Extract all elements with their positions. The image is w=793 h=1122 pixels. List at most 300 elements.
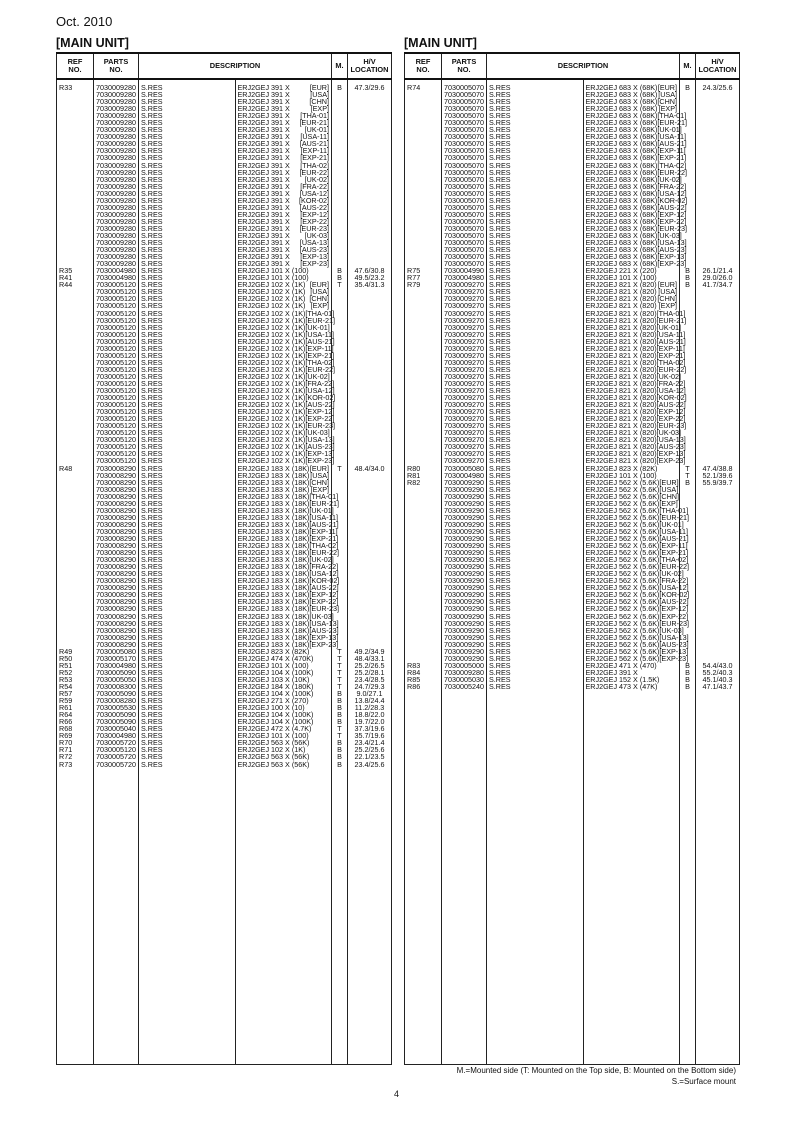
- part-type: S.RES: [139, 408, 236, 415]
- part-type: S.RES: [139, 225, 236, 232]
- ref-no: [57, 218, 94, 225]
- ref-no: [57, 598, 94, 605]
- part-type: S.RES: [139, 598, 236, 605]
- version-code: [USA-12]: [309, 569, 339, 579]
- hv-location: 23.4/28.5: [348, 676, 392, 683]
- part-type: S.RES: [139, 197, 236, 204]
- ref-no: [57, 317, 94, 324]
- ref-no: [405, 126, 442, 133]
- part-number: 7030009290: [442, 648, 487, 655]
- description-text: ERJ2GEJ 391 X: [237, 209, 290, 219]
- part-number: 7030005080: [94, 648, 139, 655]
- part-type: S.RES: [139, 662, 236, 669]
- part-number: 7030005120: [94, 422, 139, 429]
- part-type: S.RES: [487, 436, 584, 443]
- hv-location: 24.7/29.3: [348, 683, 392, 690]
- part-type: S.RES: [139, 239, 236, 246]
- part-type: S.RES: [139, 232, 236, 239]
- ref-no: [405, 380, 442, 387]
- part-type: S.RES: [487, 493, 584, 500]
- description-text: ERJ2GEJ 562 X (5.6K): [585, 484, 660, 494]
- part-type: S.RES: [487, 584, 584, 591]
- version-code: [EUR-23]: [299, 223, 329, 233]
- version-code: [EUR-22]: [305, 364, 335, 374]
- version-code: [USA-13]: [657, 238, 687, 248]
- ref-no: [405, 535, 442, 542]
- ref-no: R84: [405, 669, 442, 676]
- part-type: S.RES: [139, 338, 236, 345]
- hv-location: [348, 126, 392, 133]
- mounted-side: [332, 197, 348, 204]
- version-code: [UK-01]: [656, 322, 681, 332]
- version-code: [USA-13]: [305, 435, 335, 445]
- part-type: S.RES: [139, 613, 236, 620]
- mounted-side: [332, 218, 348, 225]
- version-code: [EXP-21]: [659, 548, 689, 558]
- mounted-side: B: [680, 267, 696, 274]
- part-type: S.RES: [139, 260, 236, 267]
- part-type: S.RES: [139, 711, 236, 718]
- part-type: S.RES: [487, 352, 584, 359]
- ref-no: [405, 408, 442, 415]
- part-number: 7030009270: [442, 373, 487, 380]
- description-text: ERJ2GEJ 821 X (820): [585, 456, 657, 466]
- description-text: ERJ2GEJ 391 X: [237, 252, 290, 262]
- ref-no: R48: [57, 465, 94, 472]
- version-code: [EXP-12]: [659, 604, 689, 614]
- filler-cell: [348, 768, 392, 1065]
- description-text: ERJ2GEJ 683 X (68K): [585, 111, 658, 121]
- hv-location: [696, 352, 740, 359]
- part-type: S.RES: [139, 394, 236, 401]
- part-type: S.RES: [487, 500, 584, 507]
- mounted-side: [332, 162, 348, 169]
- ref-no: R35: [57, 267, 94, 274]
- hv-location: [348, 429, 392, 436]
- version-code: [EXP-13]: [657, 252, 687, 262]
- version-code: [UK-01]: [657, 125, 682, 135]
- part-number: 7030009270: [442, 436, 487, 443]
- hv-location: [348, 415, 392, 422]
- part-number: 7030008290: [94, 521, 139, 528]
- hv-location: [348, 190, 392, 197]
- description-text: ERJ2GEJ 183 X (18K): [237, 484, 310, 494]
- hv-location: 35.4/31.3: [348, 281, 392, 288]
- part-type: S.RES: [487, 655, 584, 662]
- version-code: [CHN]: [657, 97, 677, 107]
- version-code: [USA]: [310, 470, 329, 480]
- ref-no: [405, 613, 442, 620]
- version-code: [THA-02]: [309, 541, 339, 551]
- part-type: S.RES: [487, 232, 584, 239]
- description-text: ERJ2GEJ 391 X: [237, 125, 290, 135]
- hv-location: [696, 521, 740, 528]
- hv-location: 52.1/39.6: [696, 472, 740, 479]
- part-number: 7030008290: [94, 584, 139, 591]
- version-code: [KOR-02]: [309, 576, 340, 586]
- part-number: 7030005030: [442, 676, 487, 683]
- part-type: S.RES: [139, 162, 236, 169]
- part-type: S.RES: [487, 429, 584, 436]
- part-number: 7030008290: [94, 507, 139, 514]
- ref-no: [405, 345, 442, 352]
- part-number: 7030005120: [94, 345, 139, 352]
- part-number: 7030005120: [94, 331, 139, 338]
- version-code: [AUS-23]: [657, 245, 687, 255]
- part-type: S.RES: [139, 274, 236, 281]
- hv-location: 47.3/29.6: [348, 80, 392, 91]
- version-code: [UK-03]: [305, 428, 330, 438]
- ref-no: [405, 232, 442, 239]
- part-number: 7030005070: [442, 211, 487, 218]
- version-code: [USA]: [310, 287, 329, 297]
- part-number: 7030009290: [442, 570, 487, 577]
- version-code: [AUS-21]: [657, 139, 687, 149]
- version-code: [EXP]: [659, 498, 678, 508]
- part-number: 7030009290: [442, 620, 487, 627]
- version-code: [EUR-22]: [309, 548, 339, 558]
- version-code: [UK-02]: [305, 371, 330, 381]
- description-text: ERJ2GEJ 562 X (5.6K): [585, 534, 660, 543]
- description-text: ERJ2GEJ 102 X (1K): [237, 428, 306, 438]
- mounted-side: [332, 147, 348, 154]
- part-type: S.RES: [487, 598, 584, 605]
- hv-location: [348, 613, 392, 620]
- part-number: 7030005120: [94, 450, 139, 457]
- mounted-side: T: [680, 465, 696, 472]
- part-type: S.RES: [139, 563, 236, 570]
- part-type: S.RES: [139, 690, 236, 697]
- ref-no: [405, 302, 442, 309]
- part-number: 7030005120: [94, 324, 139, 331]
- hv-location: [348, 627, 392, 634]
- ref-no: [57, 288, 94, 295]
- description-text: ERJ2GEJ 391 X: [237, 167, 290, 177]
- version-code: [EXP-12]: [656, 407, 686, 417]
- part-type: S.RES: [139, 218, 236, 225]
- part-type: S.RES: [487, 190, 584, 197]
- ref-no: [57, 436, 94, 443]
- part-type: S.RES: [487, 119, 584, 126]
- part-number: 7030009290: [442, 507, 487, 514]
- ref-no: [57, 133, 94, 140]
- description-text: ERJ2GEJ 102 X (1K): [237, 280, 306, 290]
- ref-no: R79: [405, 281, 442, 288]
- hv-location: [348, 352, 392, 359]
- ref-no: [405, 105, 442, 112]
- version-code: [USA-12]: [305, 386, 335, 396]
- hv-location: [348, 549, 392, 556]
- description-text: ERJ2GEJ 221 X (220): [585, 266, 657, 276]
- part-type: S.RES: [139, 310, 236, 317]
- part-type: S.RES: [139, 387, 236, 394]
- part-type: S.RES: [139, 591, 236, 598]
- mounted-side: B: [332, 274, 348, 281]
- part-number: 7030005090: [94, 690, 139, 697]
- hv-location: [696, 605, 740, 612]
- hv-location: [696, 338, 740, 345]
- hv-location: [348, 535, 392, 542]
- description-text: ERJ2GEJ 821 X (820): [585, 435, 657, 445]
- ref-no: [405, 366, 442, 373]
- description-text: ERJ2GEJ 101 X (100): [237, 273, 309, 283]
- mounted-side: [332, 253, 348, 260]
- part-type: S.RES: [487, 267, 584, 274]
- part-type: S.RES: [487, 183, 584, 190]
- ref-no: [57, 577, 94, 584]
- ref-no: [405, 549, 442, 556]
- hv-location: [348, 422, 392, 429]
- description-text: ERJ2GEJ 683 X (68K): [585, 174, 658, 184]
- ref-no: [57, 126, 94, 133]
- description-text: ERJ2GEJ 821 X (820): [585, 336, 657, 346]
- part-type: S.RES: [139, 500, 236, 507]
- hv-location: [348, 169, 392, 176]
- ref-no: R50: [57, 655, 94, 662]
- part-type: S.RES: [487, 443, 584, 450]
- version-code: [AUS-22]: [656, 400, 686, 410]
- hv-location: [696, 288, 740, 295]
- ref-no: [405, 620, 442, 627]
- part-number: 7030005070: [442, 119, 487, 126]
- part-number: 7030004980: [442, 274, 487, 281]
- ref-no: R41: [57, 274, 94, 281]
- ref-no: [405, 634, 442, 641]
- description-text: ERJ2GEJ 102 X (1K): [237, 322, 306, 332]
- ref-no: [405, 253, 442, 260]
- version-code: [KOR-02]: [657, 195, 688, 205]
- version-code: [EUR-21]: [305, 315, 335, 325]
- hv-location: [696, 105, 740, 112]
- hv-location: [696, 387, 740, 394]
- version-code: [EXP-21]: [656, 350, 686, 360]
- part-type: S.RES: [487, 239, 584, 246]
- mounted-side: T: [680, 472, 696, 479]
- version-code: [CHN]: [309, 97, 329, 107]
- part-number: 7030008290: [94, 598, 139, 605]
- description-text: ERJ2GEJ 823 X (82K): [237, 646, 310, 656]
- hv-location: [696, 584, 740, 591]
- ref-no: [57, 542, 94, 549]
- version-code: [USA-13]: [299, 238, 329, 248]
- part-number: 7030005070: [442, 162, 487, 169]
- part-type: S.RES: [139, 761, 236, 768]
- hv-location: [348, 119, 392, 126]
- ref-no: [57, 310, 94, 317]
- hv-location: [348, 598, 392, 605]
- description-text: ERJ2GEJ 391 X: [237, 216, 290, 226]
- version-code: [CHN]: [309, 294, 329, 304]
- section-title-left: [MAIN UNIT]: [56, 36, 129, 50]
- description-text: ERJ2GEJ 183 X (18K): [237, 604, 310, 614]
- part-type: S.RES: [139, 514, 236, 521]
- description-text: ERJ2GEJ 683 X (68K): [585, 188, 658, 198]
- part-type: S.RES: [139, 641, 236, 648]
- part-number: 7030005120: [94, 317, 139, 324]
- hv-location: [348, 486, 392, 493]
- version-code: [UK-01]: [305, 322, 330, 332]
- hv-location: 18.8/22.0: [348, 711, 392, 718]
- part-type: S.RES: [139, 147, 236, 154]
- description-text: ERJ2GEJ 183 X (18K): [237, 576, 310, 586]
- part-number: 7030005070: [442, 183, 487, 190]
- description-text: ERJ2GEJ 102 X (1K): [237, 449, 306, 459]
- mounted-side: T: [332, 662, 348, 669]
- part-type: S.RES: [139, 133, 236, 140]
- hv-location: [696, 627, 740, 634]
- hv-location: [696, 535, 740, 542]
- mounted-side: [332, 246, 348, 253]
- version-code: [AUS-22]: [309, 583, 339, 593]
- part-type: S.RES: [487, 514, 584, 521]
- hv-location: [696, 598, 740, 605]
- version-code: [AUS-22]: [657, 202, 687, 212]
- version-code: [UK-01]: [659, 519, 684, 529]
- version-code: [THA-01]: [300, 111, 329, 121]
- description-text: ERJ2GEJ 391 X: [237, 132, 290, 142]
- hv-location: 22.1/23.5: [348, 753, 392, 760]
- version-code: [EXP]: [310, 301, 329, 311]
- part-type: S.RES: [487, 591, 584, 598]
- part-type: S.RES: [487, 324, 584, 331]
- part-number: 7030005240: [442, 683, 487, 690]
- part-number: 7030009280: [94, 225, 139, 232]
- note-surface-mount: S.=Surface mount: [671, 1077, 736, 1086]
- part-number: 7030009270: [442, 295, 487, 302]
- part-row: [405, 683, 740, 690]
- hv-location: 29.0/26.0: [696, 274, 740, 281]
- description-text: ERJ2GEJ 391 X: [237, 223, 290, 233]
- version-code: [UK-03]: [304, 230, 329, 240]
- description-text: ERJ2GEJ 683 X (68K): [585, 238, 658, 248]
- part-number: 7030009290: [442, 655, 487, 662]
- ref-no: [57, 232, 94, 239]
- hv-location: [348, 577, 392, 584]
- version-code: [EUR-22]: [659, 562, 689, 572]
- version-code: [EUR]: [309, 280, 329, 290]
- hv-location: [696, 528, 740, 535]
- filler-cell: [235, 768, 332, 1065]
- mounted-side: B: [680, 676, 696, 683]
- part-type: S.RES: [487, 281, 584, 288]
- mounted-side: [332, 154, 348, 161]
- description-text: ERJ2GEJ 102 X (1K): [237, 350, 306, 360]
- hv-location: [348, 472, 392, 479]
- part-number: 7030004980: [94, 267, 139, 274]
- mounted-side: B: [332, 746, 348, 753]
- version-code: [EXP-11]: [305, 343, 334, 353]
- ref-no: [57, 359, 94, 366]
- version-code: [EXP-13]: [659, 646, 689, 656]
- description-text: ERJ2GEJ 391 X: [237, 111, 290, 121]
- description-text: ERJ2GEJ 562 X (5.6K): [585, 491, 660, 501]
- hv-location: [348, 450, 392, 457]
- hv-location: 25.2/28.1: [348, 669, 392, 676]
- hv-location: [348, 563, 392, 570]
- hv-location: [348, 211, 392, 218]
- description-text: ERJ2GEJ 183 X (18K): [237, 632, 310, 642]
- part-type: S.RES: [487, 542, 584, 549]
- part-number: 7030005070: [442, 246, 487, 253]
- hv-location: [696, 324, 740, 331]
- part-number: 7030005070: [442, 190, 487, 197]
- description-text: ERJ2GEJ 183 X (18K): [237, 562, 310, 572]
- hv-location: [696, 140, 740, 147]
- part-type: S.RES: [487, 91, 584, 98]
- ref-no: [57, 401, 94, 408]
- part-number: 7030009280: [94, 154, 139, 161]
- part-type: S.RES: [139, 457, 236, 464]
- version-code: [EUR]: [657, 83, 677, 92]
- ref-no: [57, 112, 94, 119]
- ref-no: [57, 324, 94, 331]
- part-type: S.RES: [487, 105, 584, 112]
- ref-no: [405, 338, 442, 345]
- page-number: 4: [393, 1089, 399, 1099]
- description-text: ERJ2GEJ 562 X (5.6K): [585, 653, 660, 663]
- hv-location: [348, 317, 392, 324]
- description-text: ERJ2GEJ 683 X (68K): [585, 83, 658, 92]
- hv-location: [348, 507, 392, 514]
- ref-no: [57, 613, 94, 620]
- ref-no: [405, 197, 442, 204]
- ref-no: R72: [57, 753, 94, 760]
- part-type: S.RES: [487, 479, 584, 486]
- ref-no: [405, 577, 442, 584]
- part-number: 7030005090: [94, 669, 139, 676]
- ref-no: [405, 387, 442, 394]
- description-text: ERJ2GEJ 473 X (47K): [585, 681, 658, 691]
- mounted-side: [332, 239, 348, 246]
- part-type: S.RES: [487, 359, 584, 366]
- mounted-side: B: [680, 274, 696, 281]
- part-number: 7030009290: [442, 627, 487, 634]
- version-code: [AUS-23]: [659, 639, 689, 649]
- part-type: S.RES: [139, 246, 236, 253]
- part-number: 7030008290: [94, 556, 139, 563]
- part-type: S.RES: [487, 620, 584, 627]
- description-text: ERJ2GEJ 683 X (68K): [585, 104, 658, 114]
- part-number: 7030008290: [94, 549, 139, 556]
- part-type: S.RES: [487, 253, 584, 260]
- part-number: 7030009280: [94, 126, 139, 133]
- ref-no: [405, 288, 442, 295]
- mounted-side: [332, 91, 348, 98]
- description-text: ERJ2GEJ 102 X (1K): [237, 421, 306, 431]
- description-text: ERJ2GEJ 104 X (100K): [237, 689, 314, 699]
- version-code: [EXP]: [310, 484, 329, 494]
- description-text: ERJ2GEJ 562 X (5.6K): [585, 526, 660, 536]
- part-number: 7030005070: [442, 98, 487, 105]
- part-type: S.RES: [487, 521, 584, 528]
- ref-no: [405, 556, 442, 563]
- version-code: [UK-02]: [657, 174, 682, 184]
- part-number: 7030005120: [94, 380, 139, 387]
- ref-no: [57, 479, 94, 486]
- part-type: S.RES: [139, 352, 236, 359]
- version-code: [FRA-22]: [305, 378, 335, 388]
- part-number: 7030004980: [94, 662, 139, 669]
- description-text: ERJ2GEJ 391 X: [237, 174, 290, 184]
- version-code: [EUR-21]: [299, 118, 329, 128]
- part-number: 7030009270: [442, 288, 487, 295]
- description-wrap: [586, 683, 678, 690]
- filler-cell: [696, 690, 740, 1064]
- ref-no: [57, 514, 94, 521]
- ref-no: [57, 119, 94, 126]
- description-text: ERJ2GEJ 391 X: [237, 104, 290, 114]
- part-number: 7030005120: [94, 415, 139, 422]
